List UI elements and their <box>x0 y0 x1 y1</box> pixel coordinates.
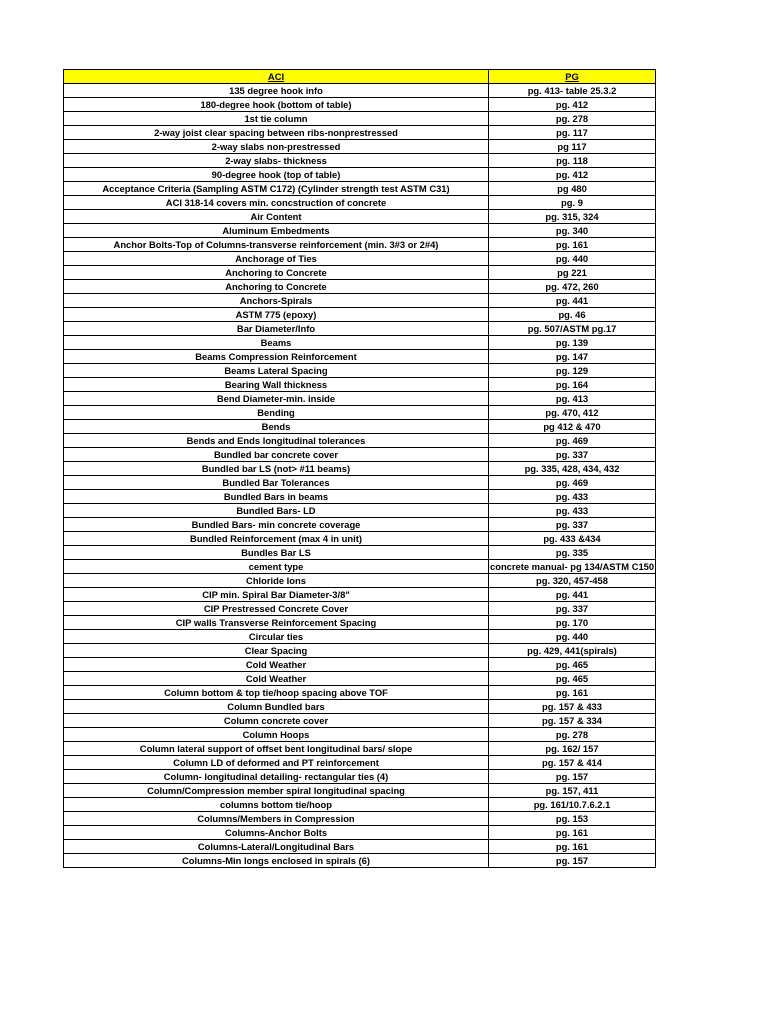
cell-page: pg. 161 <box>489 826 656 840</box>
cell-page: pg. 157 & 433 <box>489 700 656 714</box>
cell-topic: Bundled bar LS (not> #11 beams) <box>64 462 489 476</box>
cell-page: pg. 433 <box>489 504 656 518</box>
cell-page: pg. 164 <box>489 378 656 392</box>
table-body <box>64 70 656 868</box>
table-row <box>64 196 656 210</box>
cell-topic: Clear Spacing <box>64 644 489 658</box>
cell-page: pg. 429, 441(spirals) <box>489 644 656 658</box>
cell-page: pg. 469 <box>489 476 656 490</box>
cell-page: pg. 157 <box>489 770 656 784</box>
cell-topic: Anchoring to Concrete <box>64 280 489 294</box>
cell-page: pg. 320, 457-458 <box>489 574 656 588</box>
cell-page: pg. 117 <box>489 126 656 140</box>
cell-page: pg 117 <box>489 140 656 154</box>
cell-topic: Columns/Members in Compression <box>64 812 489 826</box>
cell-topic: Bends <box>64 420 489 434</box>
table-row <box>64 434 656 448</box>
cell-page: pg. 46 <box>489 308 656 322</box>
table-row <box>64 532 656 546</box>
table-row <box>64 854 656 868</box>
cell-page: pg. 118 <box>489 154 656 168</box>
cell-topic: Cold Weather <box>64 672 489 686</box>
table-row <box>64 224 656 238</box>
cell-topic: 2-way slabs non-prestressed <box>64 140 489 154</box>
cell-page: pg. 157 <box>489 854 656 868</box>
table-row <box>64 238 656 252</box>
cell-topic: Column/Compression member spiral longitudinal spacing <box>64 784 489 798</box>
table-row <box>64 490 656 504</box>
cell-topic: Bending <box>64 406 489 420</box>
cell-page: pg. 441 <box>489 294 656 308</box>
table-row <box>64 112 656 126</box>
reference-table <box>63 69 656 868</box>
cell-topic: Anchorage of Ties <box>64 252 489 266</box>
cell-page: concrete manual- pg 134/ASTM C150 <box>490 561 655 572</box>
cell-page: pg. 170 <box>489 616 656 630</box>
table-row <box>64 168 656 182</box>
table-row <box>64 420 656 434</box>
table-row <box>64 126 656 140</box>
cell-topic: 90-degree hook (top of table) <box>64 168 489 182</box>
cell-topic: ASTM 775 (epoxy) <box>64 308 489 322</box>
cell-topic: Column bottom & top tie/hoop spacing above TOF <box>64 686 489 700</box>
cell-topic: Anchoring to Concrete <box>64 266 489 280</box>
cell-topic: Bend Diameter-min. inside <box>64 392 489 406</box>
table-row <box>64 826 656 840</box>
cell-page: pg. 440 <box>489 630 656 644</box>
cell-topic: Bundled Bars- LD <box>64 504 489 518</box>
cell-page: pg. 161 <box>489 686 656 700</box>
cell-topic: 135 degree hook info <box>64 84 489 98</box>
table-row <box>64 784 656 798</box>
cell-topic: Acceptance Criteria (Sampling ASTM C172) (Cylinder strength test ASTM C31) <box>64 182 489 196</box>
cell-page: pg. 278 <box>489 112 656 126</box>
cell-page: pg. 9 <box>489 196 656 210</box>
cell-page: pg. 337 <box>489 518 656 532</box>
cell-topic: Columns-Lateral/Longitudinal Bars <box>64 840 489 854</box>
table-row <box>64 378 656 392</box>
table-row <box>64 798 656 812</box>
cell-topic: Aluminum Embedments <box>64 224 489 238</box>
cell-topic: Column- longitudinal detailing- rectangular ties (4) <box>64 770 489 784</box>
cell-page: pg. 129 <box>489 364 656 378</box>
cell-topic: Bar Diameter/Info <box>64 322 489 336</box>
cell-topic: Bends and Ends longitudinal tolerances <box>64 434 489 448</box>
table-row <box>64 630 656 644</box>
cell-topic: Column LD of deformed and PT reinforcement <box>64 756 489 770</box>
table-row <box>64 154 656 168</box>
cell-topic: columns bottom tie/hoop <box>64 798 489 812</box>
table-row <box>64 714 656 728</box>
cell-topic: 2-way joist clear spacing between ribs-nonprestressed <box>64 126 489 140</box>
cell-topic: 1st tie column <box>64 112 489 126</box>
cell-page: pg. 507/ASTM pg.17 <box>489 322 656 336</box>
table-row <box>64 406 656 420</box>
table-row <box>64 476 656 490</box>
cell-page: pg. 162/ 157 <box>489 742 656 756</box>
table-row <box>64 518 656 532</box>
cell-topic: 2-way slabs- thickness <box>64 154 489 168</box>
table-row <box>64 546 656 560</box>
cell-topic: Columns-Anchor Bolts <box>64 826 489 840</box>
cell-page: pg. 433 &434 <box>489 532 656 546</box>
table-row <box>64 602 656 616</box>
cell-page: pg. 413- table 25.3.2 <box>489 84 656 98</box>
cell-page: pg. 465 <box>489 658 656 672</box>
table-row <box>64 322 656 336</box>
cell-page: pg. 335, 428, 434, 432 <box>489 462 656 476</box>
table-row <box>64 742 656 756</box>
cell-page: pg 412 & 470 <box>489 420 656 434</box>
table-row <box>64 448 656 462</box>
table-row <box>64 840 656 854</box>
cell-topic: Column concrete cover <box>64 714 489 728</box>
cell-page: pg. 147 <box>489 350 656 364</box>
cell-topic: Anchors-Spirals <box>64 294 489 308</box>
header-row <box>64 70 656 84</box>
table-row <box>64 98 656 112</box>
table-row <box>64 280 656 294</box>
cell-topic: Air Content <box>64 210 489 224</box>
cell-page: pg. 413 <box>489 392 656 406</box>
table-row <box>64 336 656 350</box>
table-row <box>64 728 656 742</box>
table-row <box>64 616 656 630</box>
table-row <box>64 574 656 588</box>
table-row <box>64 504 656 518</box>
cell-topic: ACI 318-14 covers min. concstruction of concrete <box>64 196 489 210</box>
table-row <box>64 252 656 266</box>
cell-topic: Circular ties <box>64 630 489 644</box>
table-row <box>64 756 656 770</box>
table-row <box>64 672 656 686</box>
table-row <box>64 308 656 322</box>
cell-page: pg. 469 <box>489 434 656 448</box>
cell-topic: Column lateral support of offset bent longitudinal bars/ slope <box>64 742 489 756</box>
cell-topic: Column Hoops <box>64 728 489 742</box>
cell-topic: cement type <box>64 560 489 574</box>
cell-topic: Bundled bar concrete cover <box>64 448 489 462</box>
cell-topic: Bundled Bar Tolerances <box>64 476 489 490</box>
cell-page: pg. 315, 324 <box>489 210 656 224</box>
table-row <box>64 266 656 280</box>
cell-page: pg. 278 <box>489 728 656 742</box>
table-row <box>64 560 656 574</box>
cell-topic: Beams Compression Reinforcement <box>64 350 489 364</box>
cell-page: pg. 340 <box>489 224 656 238</box>
cell-topic: Anchor Bolts-Top of Columns-transverse reinforcement (min. 3#3 or 2#4) <box>64 238 489 252</box>
table-row <box>64 770 656 784</box>
cell-topic: Cold Weather <box>64 658 489 672</box>
table-row <box>64 462 656 476</box>
header-aci: ACI <box>64 70 489 84</box>
cell-topic: CIP walls Transverse Reinforcement Spacing <box>64 616 489 630</box>
cell-topic: Bearing Wall thickness <box>64 378 489 392</box>
cell-page: pg. 161 <box>489 238 656 252</box>
cell-page: pg. 440 <box>489 252 656 266</box>
cell-page: pg. 412 <box>489 168 656 182</box>
cell-topic: Bundles Bar LS <box>64 546 489 560</box>
table-row <box>64 84 656 98</box>
cell-page: pg 221 <box>489 266 656 280</box>
cell-page: pg. 157 & 414 <box>489 756 656 770</box>
table-row <box>64 140 656 154</box>
cell-page: pg. 465 <box>489 672 656 686</box>
cell-page: pg. 337 <box>489 602 656 616</box>
cell-page: pg. 472, 260 <box>489 280 656 294</box>
cell-page: pg. 139 <box>489 336 656 350</box>
cell-topic: Chloride Ions <box>64 574 489 588</box>
cell-page: pg. 161 <box>489 840 656 854</box>
cell-page: pg. 412 <box>489 98 656 112</box>
cell-page: pg. 153 <box>489 812 656 826</box>
table-row <box>64 686 656 700</box>
cell-topic: CIP Prestressed Concrete Cover <box>64 602 489 616</box>
cell-page: pg. 157 & 334 <box>489 714 656 728</box>
table-row <box>64 364 656 378</box>
cell-topic: Bundled Reinforcement (max 4 in unit) <box>64 532 489 546</box>
cell-page: pg. 335 <box>489 546 656 560</box>
cell-topic: Column Bundled bars <box>64 700 489 714</box>
cell-page: pg. 470, 412 <box>489 406 656 420</box>
table-row <box>64 182 656 196</box>
cell-topic: 180-degree hook (bottom of table) <box>64 98 489 112</box>
cell-page: pg. 337 <box>489 448 656 462</box>
cell-topic: Beams <box>64 336 489 350</box>
table-row <box>64 350 656 364</box>
cell-page: pg. 433 <box>489 490 656 504</box>
table-row <box>64 644 656 658</box>
cell-page: pg. 161/10.7.6.2.1 <box>489 798 656 812</box>
cell-topic: Beams Lateral Spacing <box>64 364 489 378</box>
table-row <box>64 210 656 224</box>
header-pg: PG <box>489 70 656 84</box>
table-row <box>64 392 656 406</box>
cell-page: pg. 441 <box>489 588 656 602</box>
cell-topic: CIP min. Spiral Bar Diameter-3/8" <box>64 588 489 602</box>
table-row <box>64 658 656 672</box>
table-row <box>64 812 656 826</box>
cell-topic: Columns-Min longs enclosed in spirals (6) <box>64 854 489 868</box>
table-row <box>64 294 656 308</box>
cell-topic: Bundled Bars in beams <box>64 490 489 504</box>
cell-page: pg 480 <box>489 182 656 196</box>
table-row <box>64 700 656 714</box>
cell-topic: Bundled Bars- min concrete coverage <box>64 518 489 532</box>
cell-page: pg. 157, 411 <box>489 784 656 798</box>
table-row <box>64 588 656 602</box>
